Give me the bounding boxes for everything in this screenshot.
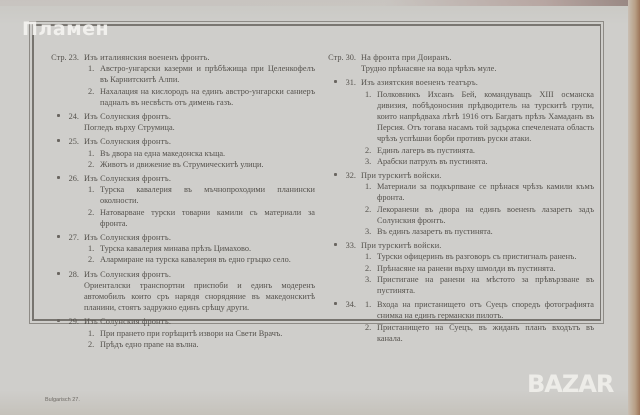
item-number: 1. <box>88 185 95 195</box>
item-text: Пристигане на ранени на мѣстото за прѣвързване въ пустинята. <box>377 274 594 296</box>
item-number: 1. <box>88 244 95 254</box>
item-text: При прането при горѣщитѣ извори на Свети Врачъ. <box>100 328 283 338</box>
item-text: Въ единъ лазаретъ въ пустинята. <box>377 227 493 237</box>
item-number: 1. <box>365 89 372 99</box>
entry-title: Изъ Солунския фронтъ. <box>84 112 172 122</box>
page-number: 24. <box>68 112 79 122</box>
item-text: Животъ и движение въ Струмическитѣ улици. <box>100 159 264 169</box>
page-number: Стр. 23. <box>51 53 79 62</box>
item-text: Арабски патрулъ въ пустинята. <box>377 156 488 166</box>
item-number: 2. <box>365 322 372 332</box>
item-text: Лекоранени въ двора на единъ воененъ лазаретъ задъ Солунския фронтъ. <box>377 204 594 225</box>
entry-caption: Ориенталски транспортни приспоби и единъ модеренъ автомобилъ които сръ нарядя снорядяние въ македонскитѣ планини, стоятъ задружно единъ срѣщу други. <box>84 280 315 313</box>
item-number: 2. <box>88 159 95 169</box>
item-number: 2. <box>365 145 372 155</box>
item-text: Входа на пристанището отъ Суецъ споредъ фотографията снимка на единъ германски пилотъ. <box>377 300 594 321</box>
caption-item <box>361 251 594 262</box>
entry-title: Изъ италиянския воененъ фронтъ. <box>84 53 210 62</box>
page-top-edge <box>0 0 640 6</box>
item-number: 1. <box>365 182 372 192</box>
item-text: Турска кавалерия въ мъчнопроходими планински околности. <box>100 185 315 206</box>
toc-entry <box>45 111 315 133</box>
item-number: 1. <box>365 252 372 262</box>
caption-item <box>84 148 315 159</box>
item-number: 2. <box>88 207 95 217</box>
bazar-logo: BAZAR <box>527 370 614 398</box>
item-number: 3. <box>365 156 372 166</box>
caption-item <box>84 243 315 254</box>
item-number: 1. <box>88 148 95 158</box>
entry-title: Изъ Солунския фронтъ. <box>84 174 172 184</box>
entry-title: Изъ Солунския фронтъ. <box>84 317 172 327</box>
caption-item <box>84 86 315 108</box>
entry-title: На фронта при Доиранъ. <box>361 53 452 62</box>
left-column <box>45 52 315 353</box>
caption-item <box>84 159 315 170</box>
toc-entry <box>45 232 315 266</box>
caption-item <box>84 254 315 265</box>
item-text: Нахалация на кислородъ на единъ австро-унгарски саниеръ падналъ въ несвѣсть отъ димень газъ. <box>100 86 315 107</box>
toc-entry <box>322 299 594 344</box>
page-number: 34. <box>345 300 356 310</box>
page-number: 28. <box>68 269 79 279</box>
item-number: 2. <box>88 255 95 265</box>
entry-title: Изъ Солунския фронтъ. <box>84 233 172 243</box>
caption-item <box>84 328 315 339</box>
toc-entry <box>45 316 315 350</box>
toc-entry <box>45 136 315 170</box>
toc-entry <box>45 269 315 314</box>
toc-entry <box>45 173 315 229</box>
toc-entry <box>45 52 315 108</box>
item-number: 2. <box>365 204 372 214</box>
caption-item <box>361 204 594 226</box>
caption-item <box>84 339 315 350</box>
caption-item <box>84 184 315 206</box>
item-text: Австро-унгарски казерми и прѣбѣжища при Целенкофелъ въ Карнитскитѣ Алпи. <box>100 64 315 85</box>
item-text: Алармиране на турска кавалерия въ едно гръцко село. <box>100 255 291 265</box>
caption-item <box>361 89 594 145</box>
toc-entry <box>322 170 594 237</box>
toc-entry <box>322 52 594 74</box>
item-text: Единъ лагеръ въ пустинята. <box>377 145 475 155</box>
item-text: Турски офицеринъ въ разговоръ съ пристигналъ раненъ. <box>377 252 577 262</box>
seller-watermark: Пламен <box>22 18 110 40</box>
caption-item <box>84 207 315 229</box>
item-number: 3. <box>365 227 372 237</box>
page-number: 27. <box>68 233 79 243</box>
entry-title: При турскитѣ войски. <box>361 241 442 251</box>
caption-item <box>361 156 594 167</box>
page-number: 29. <box>68 317 79 327</box>
page-number: 32. <box>345 171 356 181</box>
item-text: Материали за подкърпване се прѣнася чрѣзъ камили къмъ фронта. <box>377 182 594 203</box>
item-text: Натоварване турски товарни камили съ материали за фронта. <box>100 207 315 228</box>
entry-title: Изъ Солунския фронтъ. <box>84 137 172 147</box>
caption-item <box>361 145 594 156</box>
caption-item <box>361 181 594 203</box>
item-number: 3. <box>365 274 372 284</box>
item-text: Полковникъ Ихсанъ Бей, командуващъ XIII османска дивизия, побѣдоносния прѣдводитель на турскитѣ групи, които напрѣдваха лѣтѣ 1916 отъ Багдатъ прѣзъ Хамаданъ въ Персия. Отъ тогава насамъ той задържа спечелената область чрѣзъ успѣшни борби противъ руски атаки. <box>377 89 594 144</box>
page-number: Стр. 30. <box>328 53 356 62</box>
item-number: 1. <box>88 64 95 74</box>
item-number: 1. <box>88 328 95 338</box>
page-number: 31. <box>345 78 356 88</box>
entry-title: Изъ Солунския фронтъ. <box>84 269 172 279</box>
caption-item <box>361 226 594 237</box>
item-number: 1. <box>365 300 372 310</box>
item-text: Турска кавалерия минава прѣзъ Цимахово. <box>100 244 252 254</box>
entry-caption: Погледъ върху Струмица. <box>84 123 175 133</box>
entry-title: При турскитѣ войски. <box>361 171 442 181</box>
item-text: Прѣнасяне на ранени върху шмолди въ пустинята. <box>377 263 556 273</box>
item-text: Въ двора на една македонска къща. <box>100 148 226 158</box>
item-number: 2. <box>88 86 95 96</box>
caption-item <box>361 263 594 274</box>
item-number: 2. <box>365 263 372 273</box>
caption-item <box>361 274 594 296</box>
item-text: Пристанището на Суецъ, въ жиданъ планъ входътъ въ канала. <box>377 322 594 343</box>
caption-item <box>361 322 594 344</box>
page-number: 33. <box>345 241 356 251</box>
item-number: 2. <box>88 339 95 349</box>
footer-imprint: Bulgarisch 27. <box>45 397 80 403</box>
toc-entry <box>322 240 594 296</box>
entry-title: Изъ азиятския воененъ театъръ. <box>361 78 479 88</box>
item-text: Прѣдъ едно прane на вълна. <box>100 339 199 349</box>
entry-caption: Трудно прѣнасяне на вода чрѣзъ муле. <box>361 64 497 74</box>
caption-item <box>361 299 594 321</box>
page-number: 25. <box>68 137 79 147</box>
right-column <box>322 52 594 347</box>
page-right-edge <box>628 0 640 415</box>
page-number: 26. <box>68 174 79 184</box>
toc-entry <box>322 77 594 167</box>
caption-item <box>84 63 315 85</box>
